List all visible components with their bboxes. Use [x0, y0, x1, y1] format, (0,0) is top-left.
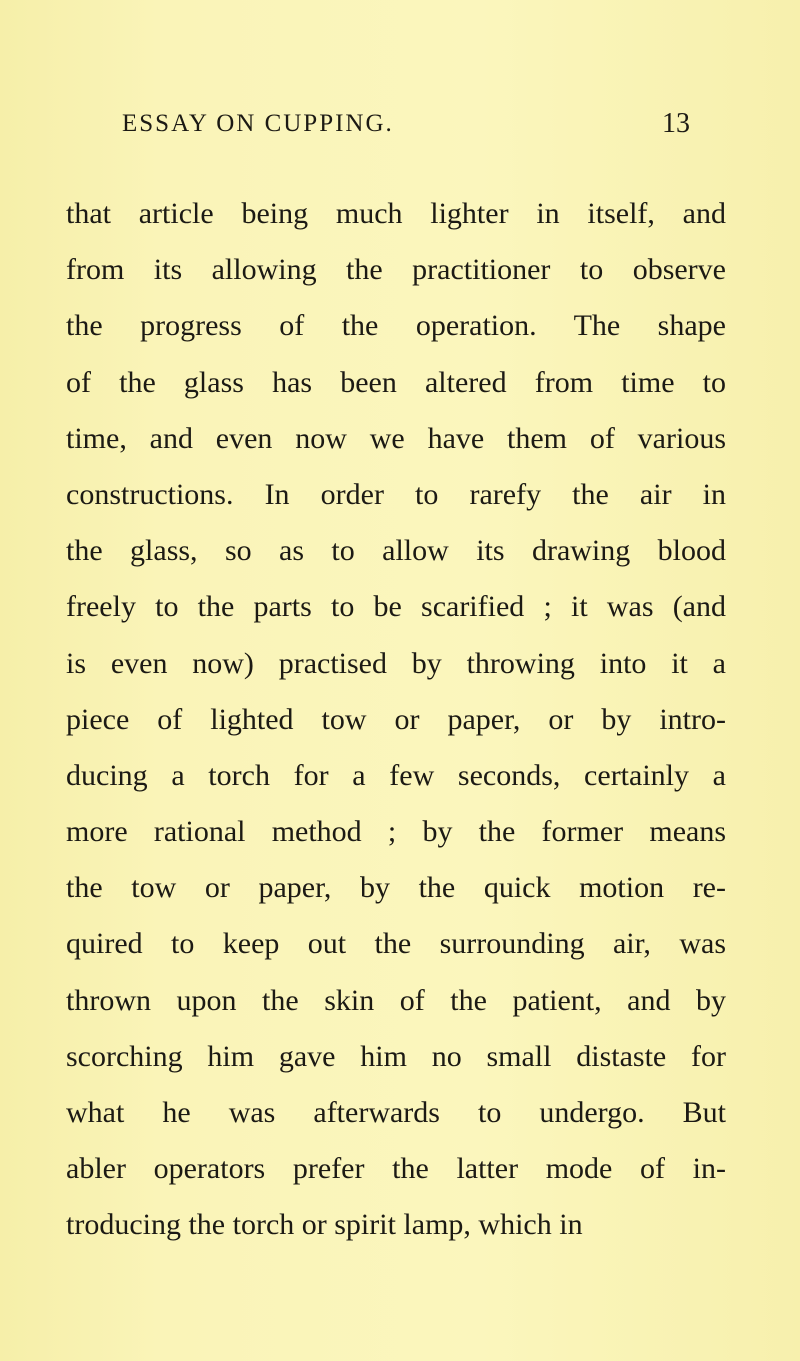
- text-line: ducing a torch for a few seconds, certainly a: [66, 758, 726, 792]
- text-line: more rational method ; by the former means: [66, 815, 726, 849]
- text-line: freely to the parts to be scarified ; it was (and: [66, 590, 726, 624]
- body-text: [66, 186, 726, 1254]
- running-title: ESSAY ON CUPPING.: [122, 110, 394, 137]
- text-line: is even now) practised by throwing into it a: [66, 646, 726, 680]
- text-line: time, and even now we have them of various: [66, 421, 726, 455]
- text-line: troducing the torch or spirit lamp, which in: [66, 1208, 583, 1242]
- running-head: [122, 104, 762, 144]
- text-line: the glass, so as to allow its drawing blood: [66, 534, 726, 568]
- text-line: that article being much lighter in itself, and: [66, 197, 726, 230]
- text-line: quired to keep out the surrounding air, was: [66, 927, 726, 961]
- text-line: constructions. In order to rarefy the air in: [66, 477, 726, 511]
- text-line: from its allowing the practitioner to observe: [66, 253, 726, 287]
- text-line: of the glass has been altered from time to: [66, 365, 726, 399]
- text-line: the tow or paper, by the quick motion re-: [66, 871, 726, 905]
- text-line: abler operators prefer the latter mode of in-: [66, 1152, 726, 1186]
- text-line: thrown upon the skin of the patient, and by: [66, 983, 726, 1017]
- text-line: piece of lighted tow or paper, or by intro-: [66, 702, 726, 736]
- page-number: 13: [662, 108, 690, 139]
- text-line: the progress of the operation. The shape: [66, 309, 726, 343]
- text-line: what he was afterwards to undergo. But: [66, 1096, 726, 1129]
- text-line: scorching him gave him no small distaste for: [66, 1039, 726, 1073]
